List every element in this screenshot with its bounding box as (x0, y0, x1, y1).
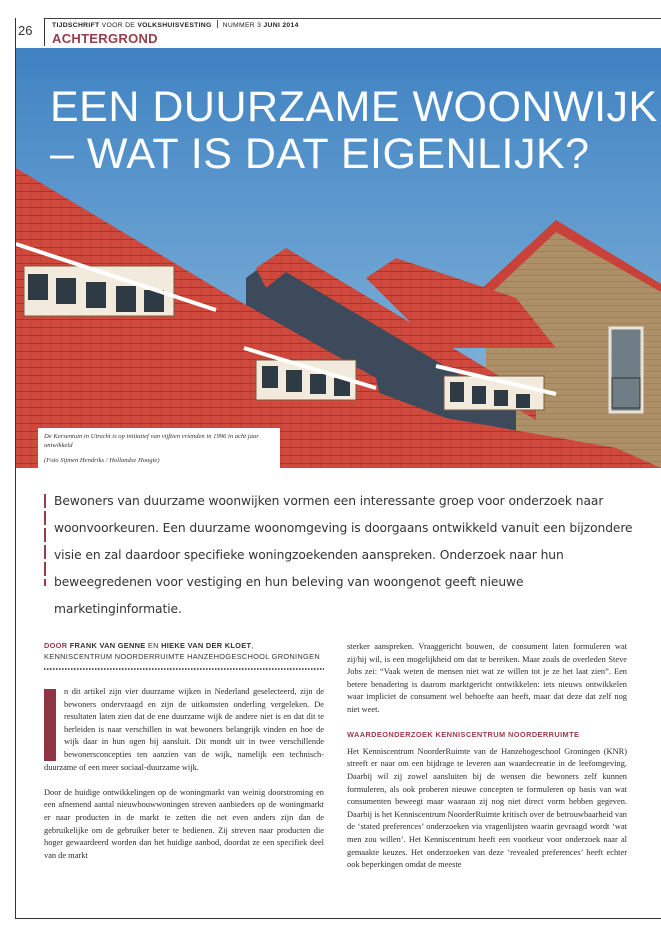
intro-lead: Bewoners van duurzame woonwijken vormen een interessante groep voor onderzoek naar woonvoorkeuren. Een duurzame woonomgeving is doorgaans ontwikkeld vanuit een bijzondere visie en zal daardoor specifieke woningzoekenden aanspreken. Onderzoek naar hun beweegredenen voor vestiging en hun beleving van woongenot geeft nieuwe marketinginformatie. (54, 494, 633, 616)
body-paragraph-4: Het Kenniscentrum NoorderRuimte van de Hanzehogeschool Groningen (KNR) streeft er naar om een bijdrage te leveren aan waardecreatie in de leefomgeving. Daarbij wil zij zowel aansluiten bij de wensen die bewoners zelf kunnen formuleren, als ook proberen nieuwe concepten te formuleren op basis van wat consumenten beweegt maar waaraan zij nog niet direct vorm hebben gegeven. Daarbij is het Kenniscentrum NoorderRuimte kritisch over de betrouwbaarheid van de ‘stated preferences’ onderzoeken via vragenlijsten waarin gevraagd wordt ‘wat men zou willen’. Het Kenniscentrum heeft een voorkeur voor onderzoek naar al gemaakte keuzes. Het onderzoeken van deze ‘revealed preferences’ heeft echter ook beperkingen omdat de meeste (347, 746, 627, 870)
opening-paragraph-wrap (44, 686, 324, 774)
body-paragraph-3: sterker aanspreken. Vraaggericht bouwen, de consument laten formuleren wat zij/hij wil, is een mogelijkheid om dat te bereiken. Maar zoals de overleden Steve Jobs zei: “Vaak weten de mensen niet wat ze willen tot je ze het laat zien”. Een betere benadering is daarom marktgericht ontwikkelen: iets nieuws ontwikkelen waar impliciet de consument wel behoefte aan heeft, maar dat deze dat zelf nog niet weet. (347, 642, 627, 714)
intro-accent-bar (44, 494, 46, 586)
column-right (347, 641, 627, 884)
issue-number: NUMMER 3 (222, 22, 264, 29)
subheading: WAARDEONDERZOEK KENNISCENTRUM NOORDERRUIMTE (347, 730, 580, 740)
title-line-2: – WAT IS DAT EIGENLIJK? (50, 130, 590, 178)
section-label: ACHTERGROND (52, 31, 158, 46)
photo-caption (38, 428, 280, 468)
running-head (52, 20, 299, 29)
byline-door: DOOR (44, 641, 70, 650)
body-paragraph-2: Door de huidige ontwikkelingen op de woningmarkt van weinig doorstroming en een afnemend aantal nieuwbouwwoningen streven aanbieders op de woningmarkt er naar producten in de markt te zetten die net even anders zijn dan de gebruikelijke om de gebruiker beter te bedienen. Zij streven naar producten die hoger gewaardeerd worden dan het huidige aanbod, doordat ze een specifiek deel van de markt (44, 787, 324, 860)
title-line-1: EEN DUURZAME WOONWIJK (50, 83, 658, 131)
byline (44, 640, 324, 662)
author-affiliation: , KENNISCENTRUM NOORDERRUIMTE HANZEHOGESCHOOL GRONINGEN (44, 641, 320, 661)
page-frame-bottom (15, 918, 661, 919)
drop-cap-i (44, 689, 56, 761)
caption-text: De Kersentuin in Utrecht is op initiatief van vijftien vrienden in 1996 in acht jaar ontwikkeld (44, 433, 259, 449)
hero-photo (16, 48, 661, 468)
article-title (50, 84, 658, 178)
running-head-separator (217, 20, 218, 28)
photo-credit: (Foto Sijmen Hendriks / Hollandse Hoogte) (44, 457, 160, 464)
issue-date: JUNI 2014 (263, 22, 299, 29)
dotted-divider (44, 668, 324, 670)
magazine-name-mid: VOOR DE (99, 22, 138, 29)
page-number-divider (44, 18, 45, 46)
magazine-name-pre: TIJDSCHRIFT (52, 22, 100, 29)
author-1: FRANK VAN GENNE (69, 641, 146, 650)
page-number: 26 (18, 23, 33, 38)
body-paragraph-1: n dit artikel zijn vier duurzame wijken in Nederland geselecteerd, zijn de bewoners ondervraagd en zijn de uitkomsten onderling vergeleken. De resultaten laten zien dat de ene duurzame wijk de andere niet is en dat dit te herleiden is naar verschillen in wat bewoners belangrijk vinden en hoe de wijk daar in hun ogen bij aansluit. Dit mondt uit in twee verschillende bewonersconcepties ten aanzien van de wijk, namelijk een technisch-duurzame of een meer sociaal-duurzame wijk. (44, 687, 324, 772)
author-2: HIEKE VAN DER KLOET (161, 641, 252, 650)
byline-en: EN (145, 641, 162, 650)
header-rule (44, 18, 661, 19)
column-left (44, 640, 324, 875)
magazine-name-post: VOLKSHUISVESTING (137, 22, 212, 29)
